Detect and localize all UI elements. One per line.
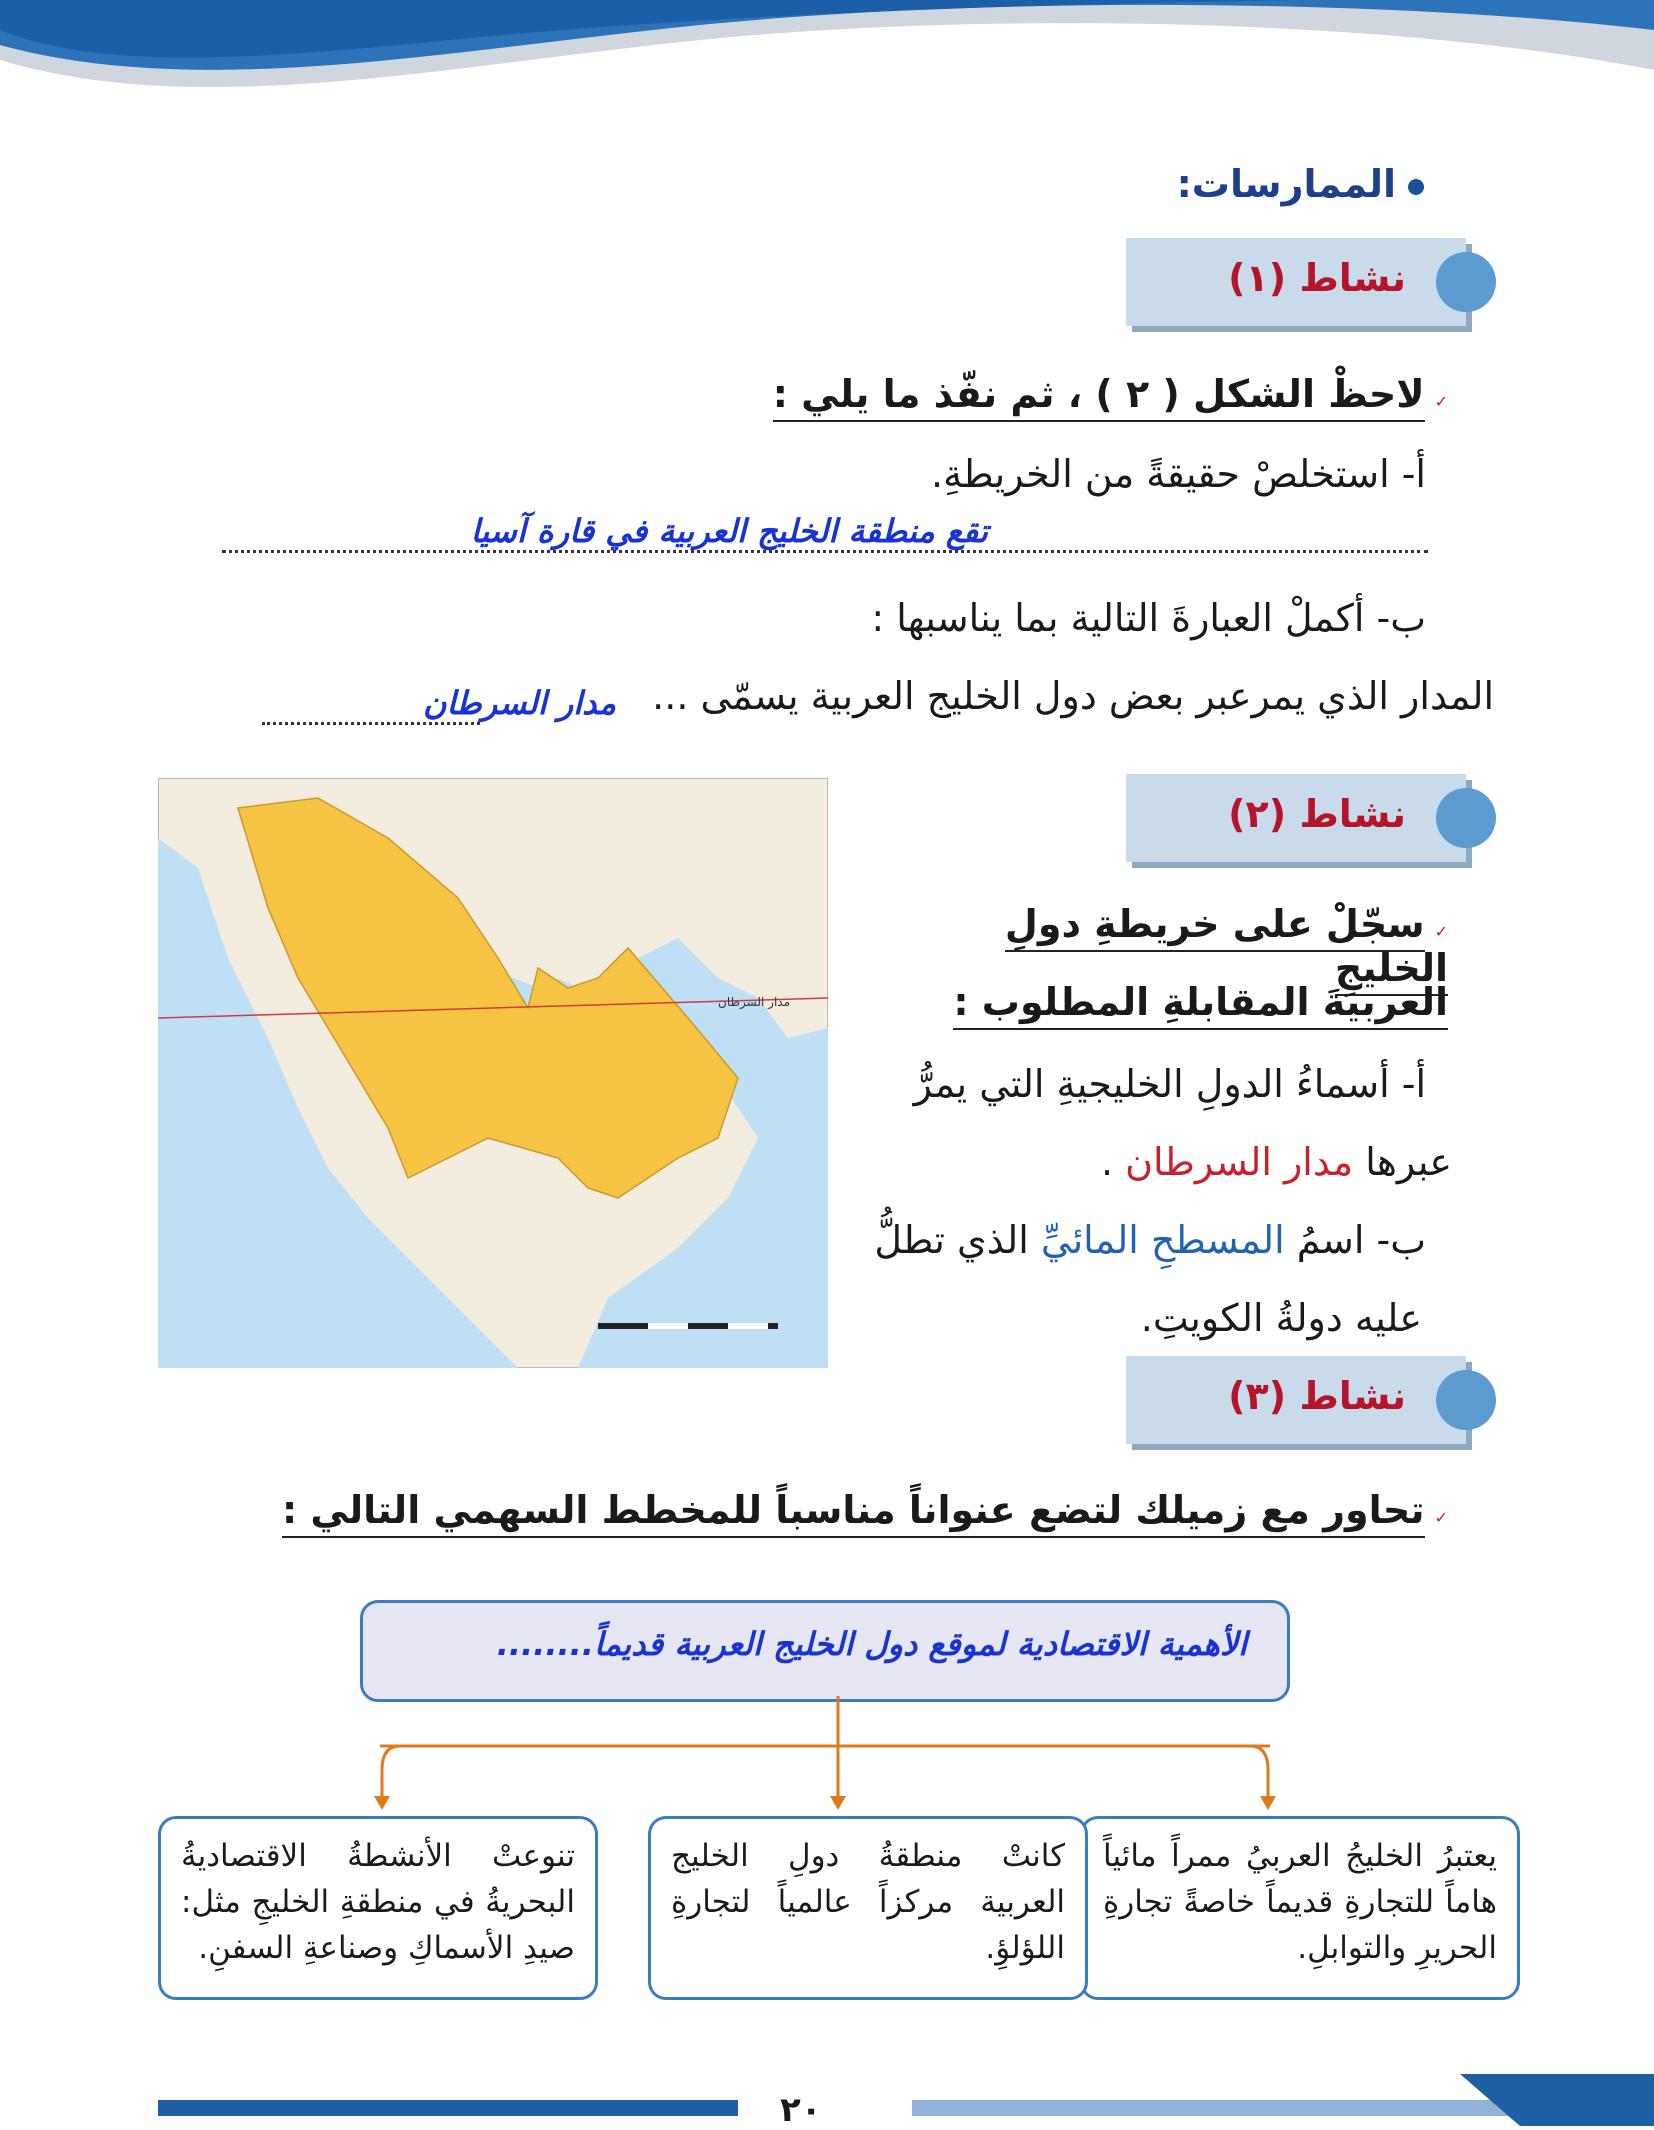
activity-3-badge: [1126, 1356, 1466, 1444]
checkmark-icon: ✓: [1434, 1508, 1448, 1527]
flow-card-3: تنوعتْ الأنشطةُ الاقتصاديةُ البحريةُ في منطقةِ الخليجِ مثل: صيدِ الأسماكِ وصناعةِ السفنِ.: [158, 1816, 598, 2000]
activity-1-badge: [1126, 238, 1466, 326]
tropic-highlight: مدار السرطان: [1125, 1140, 1354, 1184]
activity-2-instruction-line2: العربيةَ المقابلةِ المطلوب :: [953, 980, 1448, 1024]
flow-arrows: [0, 1690, 1654, 1810]
footer-bar-left: [158, 2100, 738, 2116]
activity-3-instruction: ✓تحاور مع زميلك لتضع عنواناً مناسباً للمخطط السهمي التالي :: [282, 1488, 1448, 1532]
activity-2-b-line1: ب- اسمُ المسطحِ المائيِّ الذي تطلُّ: [874, 1218, 1426, 1262]
activity-1-label: نشاط (١): [1228, 256, 1406, 300]
header-wave-decoration: [0, 0, 1654, 150]
activity-2-label: نشاط (٢): [1228, 792, 1406, 836]
checkmark-icon: ✓: [1434, 922, 1448, 941]
activity-1-b-prompt: ب- أكملْ العبارةَ التالية بما يناسبها :: [871, 596, 1426, 640]
flow-card-1: يعتبرُ الخليجُ العربيُ ممراً مائياً هاماً للتجارةِ قديماً خاصةً تجارةِ الحريرِ والتوابلِ.: [1080, 1816, 1520, 2000]
flow-diagram-title: الأهمية الاقتصادية لموقع دول الخليج العربية قديماً........: [496, 1625, 1247, 1663]
activity-2-a-line2: عبرها مدار السرطان .: [1100, 1140, 1452, 1184]
circle-icon: [1436, 788, 1496, 848]
activity-3-label: نشاط (٣): [1228, 1374, 1406, 1418]
footer-corner-decoration: [1460, 2074, 1654, 2126]
activity-2-badge: [1126, 774, 1466, 862]
water-body-highlight: المسطحِ المائيِّ: [1040, 1218, 1285, 1262]
activity-1-b-sentence: المدار الذي يمرعبر بعض دول الخليج العربية يسمّى ...: [652, 674, 1494, 718]
activity-1-a-answer: تقع منطقة الخليج العربية في قارة آسيا: [465, 512, 994, 550]
checkmark-icon: ✓: [1434, 392, 1448, 411]
activity-1-instruction: ✓لاحظْ الشكل ( ٢ ) ، ثم نفّذ ما يلي :: [773, 372, 1448, 416]
flow-diagram-title-box: [360, 1600, 1290, 1702]
activity-2-instruction-line1: ✓سجّلْ على خريطةِ دولِ الخليجِ: [888, 902, 1448, 990]
map-tropic-label: مدار السرطان: [718, 995, 791, 1009]
activity-1-b-answer: مدار السرطان: [423, 684, 616, 722]
activity-2-a-line1: أ- أسماءُ الدولِ الخليجيةِ التي يمرُّ: [913, 1062, 1426, 1106]
circle-icon: [1436, 1370, 1496, 1430]
circle-icon: [1436, 252, 1496, 312]
activity-2-b-line2: عليه دولةُ الكويتِ.: [1140, 1296, 1422, 1340]
flow-card-2: كانتْ منطقةُ دولِ الخليج العربية مركزاً عالمياً لتجارةِ اللؤلؤِ.: [648, 1816, 1088, 2000]
section-heading: الممارسات:: [1177, 162, 1424, 206]
bullet-icon: [1408, 179, 1424, 195]
page-number: ٢٠: [780, 2090, 822, 2130]
arabian-gulf-map: [158, 778, 828, 1368]
activity-1-a-prompt: أ- استخلصْ حقيقةً من الخريطةِ.: [930, 452, 1426, 496]
